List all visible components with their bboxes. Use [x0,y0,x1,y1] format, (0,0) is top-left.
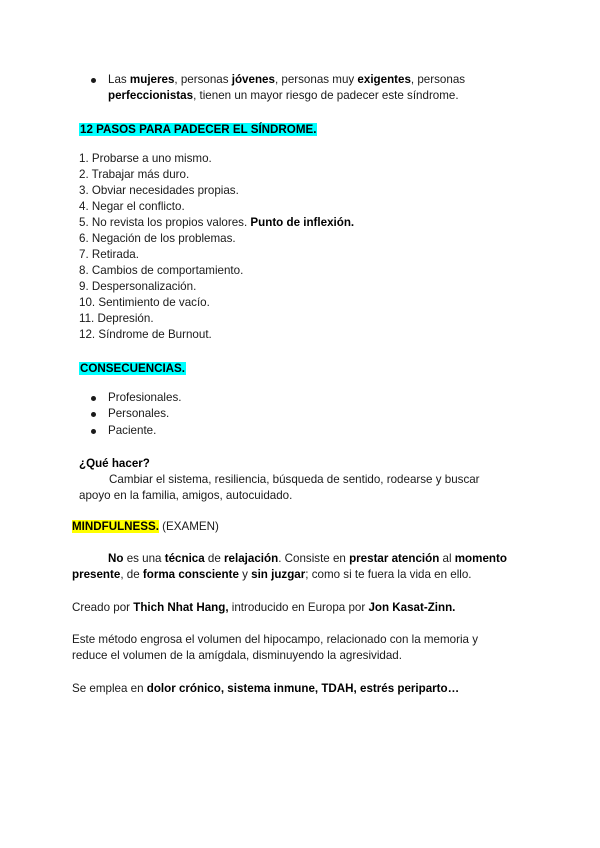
mindfulness-heading-text: MINDFULNESS. [72,520,159,533]
list-item: 11. Depresión. [79,312,154,325]
bullet-marker [91,412,96,417]
mindfulness-p3-line-2: reduce el volumen de la amígdala, disminuyendo la agresividad. [72,649,402,662]
bold-exigentes: exigentes [357,73,411,86]
steps-list [79,151,354,343]
list-item: 3. Obviar necesidades propias. [79,184,239,197]
list-item: 1. Probarse a uno mismo. [79,152,212,165]
list-item: 5. No revista los propios valores. Punto de inflexión. [79,216,355,229]
bold-perfeccionistas: perfeccionistas [108,89,194,102]
what-to-do-line-1: Cambiar el sistema, resiliencia, búsqueda de sentido, rodearse y buscar [109,473,480,486]
turning-point-bold: Punto de inflexión. [250,216,355,229]
list-item: Personales. [108,407,170,420]
list-item: Paciente. [108,424,157,437]
text: , personas [174,73,232,86]
steps-heading-text: 12 PASOS PARA PADECER EL SÍNDROME. [80,123,317,136]
text: , personas [410,73,466,86]
bold-mujeres: mujeres [129,73,175,86]
what-to-do-heading: ¿Qué hacer? [79,457,150,470]
text: , personas muy [274,73,358,86]
exam-tag: (EXAMEN) [158,520,219,533]
mindfulness-p4: Se emplea en dolor crónico, sistema inmune, TDAH, estrés periparto… [72,682,460,695]
mindfulness-heading [72,519,219,534]
list-item: Profesionales. [108,391,182,404]
intro-bullet-line-2 [108,88,459,103]
bullet-marker [91,78,96,83]
list-item: 9. Despersonalización. [79,280,197,293]
steps-heading [79,122,317,137]
text: , tienen un mayor riesgo de padecer este síndrome. [193,89,459,102]
list-item: 10. Sentimiento de vacío. [79,296,210,309]
what-to-do-line-2: apoyo en la familia, amigos, autocuidado. [79,489,293,502]
intro-bullet-line-1 [108,72,465,87]
list-item: 12. Síndrome de Burnout. [79,328,212,341]
bullet-marker [91,429,96,434]
bold-jovenes: jóvenes [231,73,275,86]
list-item: 7. Retirada. [79,248,139,261]
text: Las [108,73,130,86]
consequences-heading-text: CONSECUENCIAS. [80,362,186,375]
bullet-marker [91,396,96,401]
mindfulness-p1-line-1: No es una técnica de relajación. Consiste en prestar atención al momento [108,552,507,565]
list-item: 6. Negación de los problemas. [79,232,236,245]
mindfulness-p1-line-2: presente, de forma consciente y sin juzgar; como si te fuera la vida en ello. [72,568,472,581]
list-item: 8. Cambios de comportamiento. [79,264,244,277]
list-item: 2. Trabajar más duro. [79,168,190,181]
consequences-heading [79,361,186,376]
mindfulness-p2: Creado por Thich Nhat Hang, introducido en Europa por Jon Kasat-Zinn. [72,601,456,614]
list-item: 4. Negar el conflicto. [79,200,185,213]
mindfulness-p3-line-1: Este método engrosa el volumen del hipocampo, relacionado con la memoria y [72,633,479,646]
